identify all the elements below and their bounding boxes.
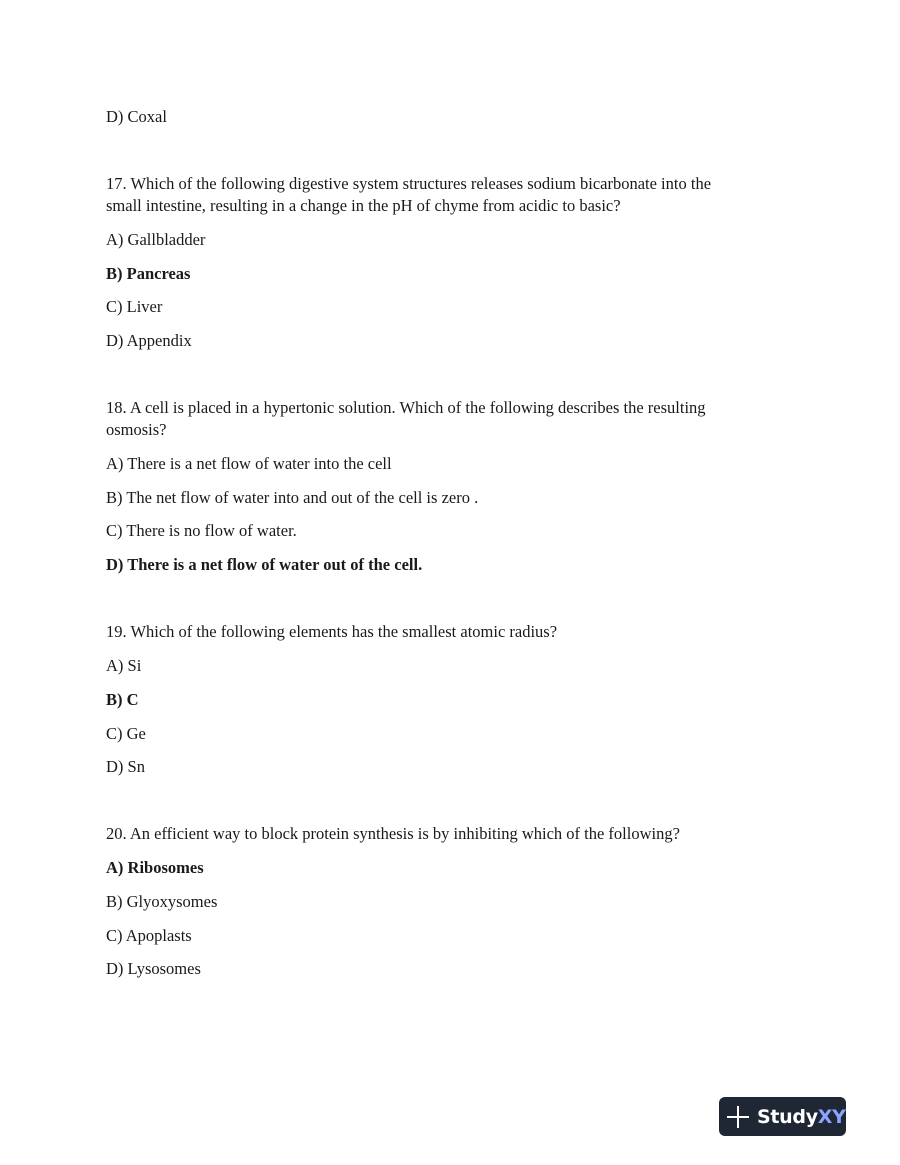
plus-icon <box>727 1106 749 1128</box>
question-17-option-a: A) Gallbladder <box>106 230 206 249</box>
question-20-option-c: C) Apoplasts <box>106 926 192 945</box>
question-18-option-c: C) There is no flow of water. <box>106 521 297 540</box>
question-18-option-b: B) The net flow of water into and out of the cell is zero . <box>106 488 479 507</box>
question-19-option-a: A) Si <box>106 656 142 675</box>
question-18-option-a: A) There is a net flow of water into the cell <box>106 454 392 473</box>
question-18-option-d-answer: D) There is a net flow of water out of the cell. <box>106 555 423 574</box>
question-20-option-a-answer: A) Ribosomes <box>106 858 204 877</box>
prev-option-d: D) Coxal <box>106 107 167 126</box>
studyxy-logo[interactable] <box>719 1097 846 1136</box>
question-18-text-line1: 18. A cell is placed in a hypertonic solution. Which of the following describes the resulting <box>106 398 706 417</box>
question-20-text: 20. An efficient way to block protein synthesis is by inhibiting which of the following? <box>106 824 680 843</box>
question-17-text-line1: 17. Which of the following digestive system structures releases sodium bicarbonate into the <box>106 174 712 193</box>
question-19-option-d: D) Sn <box>106 757 145 776</box>
question-19-option-c: C) Ge <box>106 724 146 743</box>
question-17-option-b-answer: B) Pancreas <box>106 264 191 283</box>
question-19-option-b-answer: B) C <box>106 690 139 709</box>
question-18-text-line2: osmosis? <box>106 420 167 439</box>
question-20-option-d: D) Lysosomes <box>106 959 201 978</box>
logo-wordmark: StudyXY <box>757 1105 846 1128</box>
question-17-option-c: C) Liver <box>106 297 163 316</box>
question-17-text-line2: small intestine, resulting in a change in the pH of chyme from acidic to basic? <box>106 196 621 215</box>
question-20-option-b: B) Glyoxysomes <box>106 892 218 911</box>
question-19-text: 19. Which of the following elements has the smallest atomic radius? <box>106 622 558 641</box>
question-17-option-d: D) Appendix <box>106 331 192 350</box>
